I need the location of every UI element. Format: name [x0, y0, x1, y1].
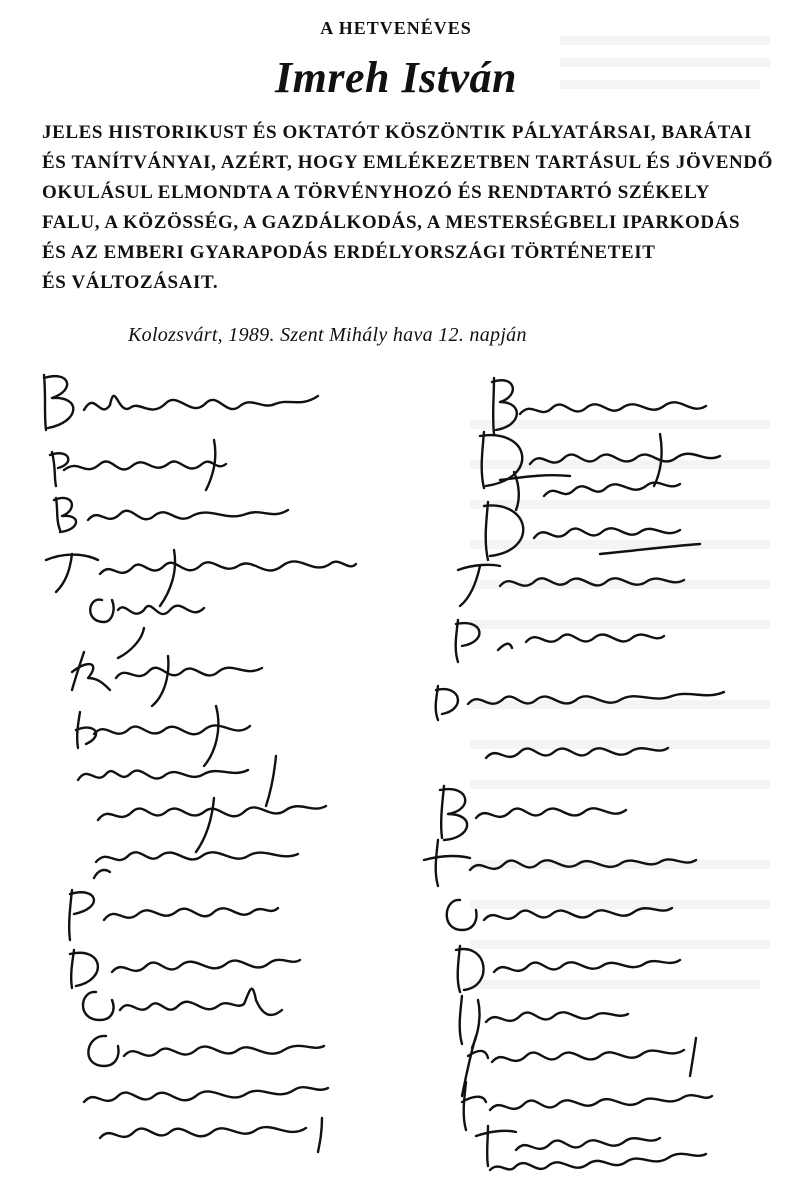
- signature-left-11: [69, 890, 278, 940]
- kicker-heading: A HETVENÉVES: [320, 18, 472, 38]
- signature-right-8: [486, 748, 668, 758]
- signature-right-11: [447, 900, 672, 930]
- dedication-line: ÉS AZ EMBERI GYARAPODÁS ERDÉLYORSZÁGI TÖRTÉNETEIT: [42, 242, 656, 263]
- signature-right-5: [458, 565, 684, 606]
- signature-right-12: [456, 946, 680, 992]
- signature-block: [0, 360, 792, 1190]
- signature-right-17: [490, 1154, 706, 1170]
- signature-right-15: [462, 1082, 712, 1130]
- signature-left-6: [72, 652, 262, 706]
- signature-left-2: [50, 440, 226, 490]
- signature-left-4: [46, 550, 356, 606]
- dedication-line: ÉS TANÍTVÁNYAI, AZÉRT, HOGY EMLÉKEZETBEN TARTÁSUL ÉS JÖVENDŐ: [42, 152, 773, 173]
- signature-left-5: [90, 600, 204, 658]
- signature-left-10: [94, 852, 298, 878]
- signature-left-14: [88, 1036, 324, 1066]
- signature-right-3: [500, 472, 680, 510]
- signature-right-10: [424, 840, 696, 886]
- signature-right-9: [440, 786, 626, 840]
- signature-right-13: [460, 996, 628, 1048]
- signatures-drawing: [0, 360, 792, 1190]
- honoree-name: Imreh István: [275, 53, 517, 102]
- signature-left-13: [83, 989, 282, 1020]
- signature-left-12: [70, 950, 300, 988]
- signature-left-7: [76, 706, 250, 766]
- signature-left-1: [44, 375, 318, 430]
- signature-left-16: [100, 1118, 322, 1152]
- dedication-line: FALU, A KÖZÖSSÉG, A GAZDÁLKODÁS, A MESTERSÉGBELI IPARKODÁS: [42, 212, 741, 233]
- dedication-line: OKULÁSUL ELMONDTA A TÖRVÉNYHOZÓ ÉS RENDTARTÓ SZÉKELY: [42, 182, 710, 203]
- signature-left-3: [54, 498, 288, 532]
- signature-right-7: [436, 686, 724, 720]
- signature-right-1: [492, 378, 706, 434]
- dedication-text: [42, 118, 773, 298]
- signature-left-8: [78, 756, 276, 806]
- dedication-line: ÉS VÁLTOZÁSAIT.: [42, 272, 219, 293]
- signature-right-6: [456, 620, 664, 662]
- signature-left-9: [98, 798, 326, 852]
- dedication-line: JELES HISTORIKUST ÉS OKTATÓT KÖSZÖNTIK PÁLYATÁRSAI, BARÁTAI: [42, 122, 752, 143]
- signature-right-14: [462, 1036, 696, 1096]
- dateline: Kolozsvárt, 1989. Szent Mihály hava 12. napján: [128, 324, 527, 346]
- signature-left-15: [84, 1087, 328, 1102]
